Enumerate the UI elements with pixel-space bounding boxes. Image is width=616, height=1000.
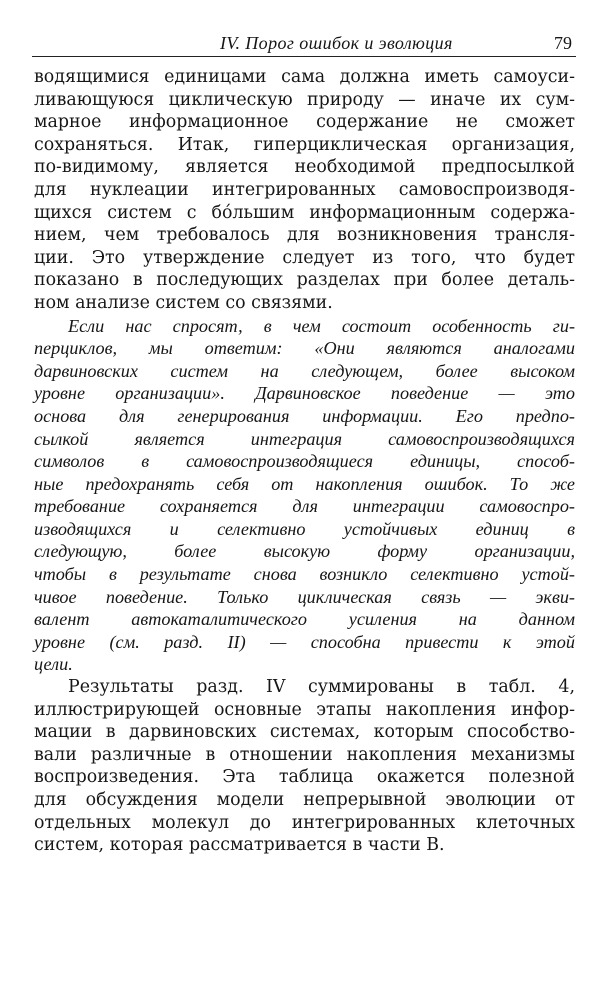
text-line: сохраняться. Итак, гиперциклическая организация, (34, 134, 575, 155)
running-header (32, 30, 576, 57)
text-line: ливающуюся циклическую природу — иначе их сум- (34, 89, 575, 110)
text-line: уровне организации». Дарвиновское поведение — это (34, 383, 575, 404)
paragraph-1 (34, 66, 575, 315)
text-line: основа для генерирования информации. Его предпо- (34, 405, 575, 426)
text-line: для обсуждения модели непрерывной эволюции от (34, 790, 575, 810)
text-line: цели. (34, 654, 73, 675)
text-line: Результаты разд. IV суммированы в табл. 4, (68, 677, 575, 698)
paragraph-2-italic (34, 315, 575, 677)
text-line: требование сохраняется для интеграции самовоспро- (34, 496, 575, 517)
text-line: перциклов, мы ответим: «Они являются аналогами (34, 338, 575, 359)
text-line: щихся систем с бо́льшим информационным содержа- (34, 202, 575, 223)
text-line: ном анализе систем со связями. (34, 292, 333, 313)
text-line: для нуклеации интегрированных самовоспроизводя- (34, 179, 575, 200)
text-line: следующую, более высокую форму организации, (34, 541, 575, 562)
text-line: ные предохранять себя от накопления ошибок. То же (34, 473, 575, 494)
text-line: ции. Это утверждение следует из того, что будет (34, 247, 575, 268)
text-line: валент автокаталитического усиления на данном (34, 609, 575, 630)
body-text (34, 66, 575, 857)
text-line: дарвиновских систем на следующем, более высоком (34, 360, 575, 381)
text-line: изводящихся и селективно устойчивых единиц в (34, 518, 575, 539)
text-line: воспроизведения. Эта таблица окажется полезной (34, 767, 575, 788)
text-line: вали различные в отношении накопления механизмы (34, 744, 575, 765)
text-line: по-видимому, является необходимой предпосылкой (34, 157, 575, 178)
text-line: мации в дарвиновских системах, которым способство- (34, 722, 575, 743)
text-line: отдельных молекул до интегрированных клеточных (34, 812, 575, 833)
text-line: символов в самовоспроизводящиеся единицы, способ- (34, 451, 575, 472)
running-title: IV. Порог ошибок и эволюция (220, 33, 453, 53)
text-line: уровне (см. разд. II) — способна привести к этой (34, 631, 575, 652)
paragraph-3 (34, 676, 575, 857)
text-line: марное информационное содержание не сможет (34, 112, 575, 133)
text-line: сылкой является интеграция самовоспроизводящихся (34, 428, 575, 449)
text-line: систем, которая рассматривается в части В. (34, 835, 445, 856)
text-line: водящимися единицами сама должна иметь самоуси- (34, 67, 575, 87)
text-line: иллюстрирующей основные этапы накопления инфор- (34, 699, 575, 720)
text-line: Если нас спросят, в чем состоит особенность ги- (68, 315, 575, 336)
text-line: чивое поведение. Только циклическая связь — экви- (34, 586, 575, 607)
text-line: показано в последующих разделах при более деталь- (34, 270, 575, 291)
page-number: 79 (554, 33, 572, 53)
text-line: чтобы в результате снова возникло селективно устой- (34, 564, 575, 585)
text-line: нием, чем требовалось для возникновения трансля- (34, 225, 575, 246)
